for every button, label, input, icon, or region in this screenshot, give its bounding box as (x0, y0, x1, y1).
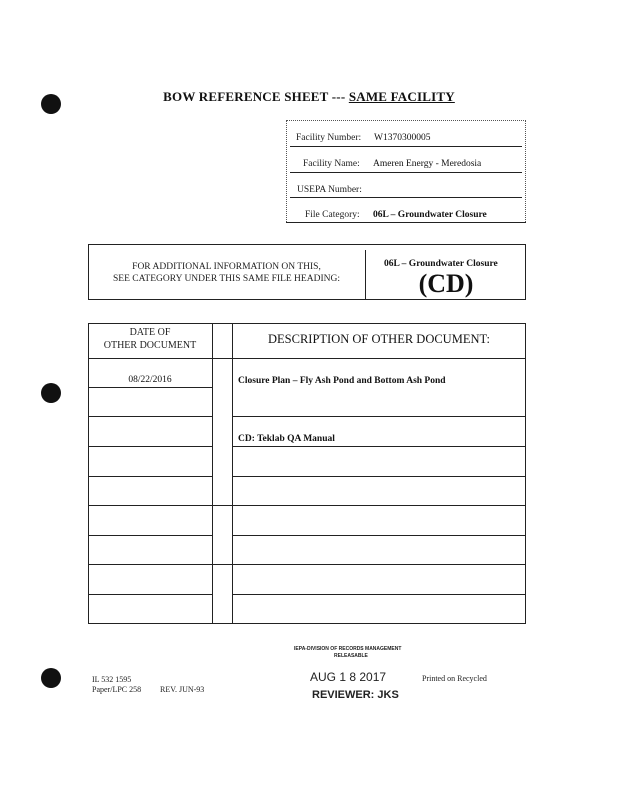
info-line-1: FOR ADDITIONAL INFORMATION ON THIS, (132, 262, 321, 272)
date-column-header-line2: OTHER DOCUMENT (103, 340, 197, 351)
info-category: 06L – Groundwater Closure (384, 259, 498, 269)
title-prefix: BOW REFERENCE SHEET --- (163, 89, 349, 104)
form-code: Paper/LPC 258 (92, 685, 142, 694)
stamp-division: IEPA-DIVISION OF RECORDS MANAGEMENT (294, 646, 402, 652)
facility-name-label: Facility Name: (303, 159, 360, 169)
form-number: IL 532 1595 (92, 675, 132, 684)
usepa-number-label: USEPA Number: (297, 185, 362, 195)
file-category-label: File Category: (305, 210, 360, 220)
facility-name-value: Ameren Energy - Meredosia (373, 159, 482, 169)
stamp-releasable: RELEASABLE (334, 653, 368, 659)
info-line-2: SEE CATEGORY UNDER THIS SAME FILE HEADING: (113, 274, 340, 284)
page-title (0, 89, 618, 105)
file-category-value: 06L – Groundwater Closure (373, 210, 487, 220)
punch-hole-middle (41, 383, 61, 403)
facility-number-value: W1370300005 (374, 133, 431, 143)
info-code: (CD) (418, 269, 474, 298)
table-row-description: Closure Plan – Fly Ash Pond and Bottom Ash Pond (238, 376, 446, 386)
stamp-reviewer: REVIEWER: JKS (312, 689, 399, 701)
table-row-description: CD: Teklab QA Manual (238, 434, 335, 444)
title-underlined: SAME FACILITY (348, 89, 455, 104)
table-row-date: 08/22/2016 (128, 375, 172, 385)
punch-hole-bottom (41, 668, 61, 688)
date-column-header-line1: DATE OF (129, 327, 171, 338)
description-column-header: DESCRIPTION OF OTHER DOCUMENT: (268, 332, 490, 346)
printed-on-recycled: Printed on Recycled (422, 674, 487, 683)
stamp-date: AUG 1 8 2017 (310, 670, 387, 684)
facility-number-label: Facility Number: (296, 133, 362, 143)
form-revision: REV. JUN-93 (160, 685, 205, 694)
